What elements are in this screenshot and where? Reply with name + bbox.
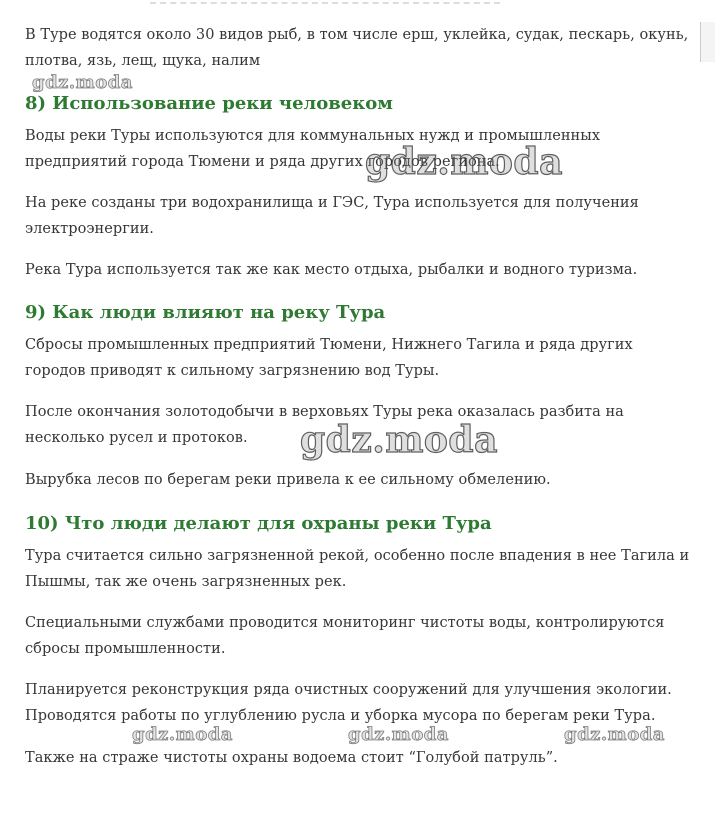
- watermark: gdz.moda: [564, 724, 665, 745]
- section-9-paragraph-1: Сбросы промышленных предприятий Тюмени, Нижнего Тагила и ряда других городов приводят к сильному загрязнению вод Туры.: [25, 337, 633, 379]
- section-9-heading: 9) Как люди влияют на реку Тура: [25, 302, 386, 323]
- section-9-paragraph-2: После окончания золотодобычи в верховьях Туры река оказалась разбита на несколько русел и протоков.: [25, 404, 624, 446]
- section-8-paragraph-3: Река Тура используется так же как место отдыха, рыбалки и водного туризма.: [25, 262, 638, 278]
- watermark: gdz.moda: [365, 141, 563, 183]
- watermark: gdz.moda: [348, 724, 449, 745]
- section-8-paragraph-1: Воды реки Туры используются для коммунальных нужд и промышленных предприятий города Тюмени и ряда других городов региона.: [25, 128, 601, 170]
- section-10-heading: 10) Что люди делают для охраны реки Тура: [25, 513, 492, 534]
- intro-paragraph: В Туре водятся около 30 видов рыб, в том числе ерш, уклейка, судак, пескарь, окунь, плотва, язь, лещ, щука, налим: [25, 27, 689, 69]
- watermark: gdz.moda: [132, 724, 233, 745]
- watermark: gdz.moda: [32, 72, 133, 93]
- watermark: gdz.moda: [300, 419, 498, 461]
- section-10-paragraph-1: Тура считается сильно загрязненной рекой, особенно после впадения в нее Тагила и Пышмы, так же очень загрязненных рек.: [25, 548, 690, 590]
- right-edge-strip: [700, 22, 715, 62]
- section-8-paragraph-2: На реке созданы три водохранилища и ГЭС, Тура используется для получения электроэнергии.: [25, 195, 639, 237]
- top-cut-line: [150, 0, 500, 4]
- section-8-heading: 8) Использование реки человеком: [25, 93, 393, 114]
- section-10-paragraph-4: Также на страже чистоты охраны водоема стоит “Голубой патруль”.: [25, 750, 558, 766]
- section-9-paragraph-3: Вырубка лесов по берегам реки привела к ее сильному обмелению.: [25, 472, 551, 488]
- section-10-paragraph-3: Планируется реконструкция ряда очистных сооружений для улучшения экологии. Проводятся работы по углублению русла и уборка мусора по берегам реки Тура.: [25, 682, 672, 724]
- section-10-paragraph-2: Специальными службами проводится мониторинг чистоты воды, контролируются сбросы промышленности.: [25, 615, 665, 657]
